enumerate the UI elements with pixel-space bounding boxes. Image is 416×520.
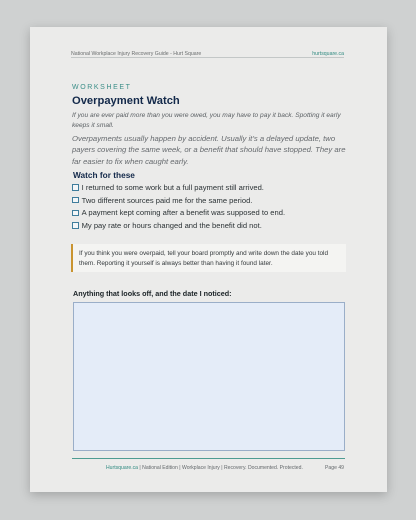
site-link[interactable]: hurtsquare.ca: [312, 51, 344, 57]
checklist-item-label: A payment kept coming after a benefit was supposed to end.: [81, 208, 286, 218]
checkbox[interactable]: [72, 197, 79, 204]
checkbox[interactable]: [72, 222, 79, 229]
page-footer: [106, 463, 344, 472]
notes-writing-area[interactable]: [73, 302, 345, 451]
worksheet-title: Overpayment Watch: [72, 95, 180, 107]
checklist: [72, 181, 285, 232]
checklist-item-label: I returned to some work but a full payment still arrived.: [81, 182, 264, 192]
footer-brand[interactable]: Hurtsquare.ca: [106, 464, 138, 471]
checklist-item-label: Two different sources paid me for the same period.: [81, 195, 253, 205]
checklist-item: [72, 207, 285, 220]
checklist-item-label: My pay rate or hours changed and the benefit did not.: [81, 221, 262, 231]
checkbox[interactable]: [72, 184, 79, 191]
page-number: Page 49: [325, 464, 344, 471]
footer-divider: [72, 458, 345, 459]
worksheet-lede: If you are ever paid more than you were owed, you may have to pay it back. Spotting it early keeps it small.: [72, 112, 341, 129]
notes-title: Anything that looks off, and the date I noticed:: [73, 289, 232, 298]
tip-callout: [71, 244, 346, 272]
checkbox[interactable]: [72, 210, 79, 217]
checklist-item: [72, 219, 285, 232]
footer-edition: | National Edition | Workplace Injury | Recovery. Documented. Protected.: [138, 464, 303, 471]
footer-credits: [106, 465, 303, 471]
checklist-item: [72, 194, 285, 207]
section-eyebrow: WORKSHEET: [72, 84, 132, 91]
callout-text: If you think you were overpaid, tell your board promptly and write down the date you told them. Reporting it yourself is always better than having it found later.: [79, 249, 329, 267]
checklist-item: [72, 181, 285, 194]
checklist-title: Watch for these: [73, 170, 135, 180]
guide-title: National Workplace Injury Recovery Guide - Hurt Square: [71, 51, 202, 57]
header-divider: [71, 57, 344, 58]
worksheet-intro: Overpayments usually happen by accident. Usually it’s a delayed update, two payers covering the same week, or a benefit that should have stopped. They are far easier to fix when caught early.: [72, 134, 346, 166]
